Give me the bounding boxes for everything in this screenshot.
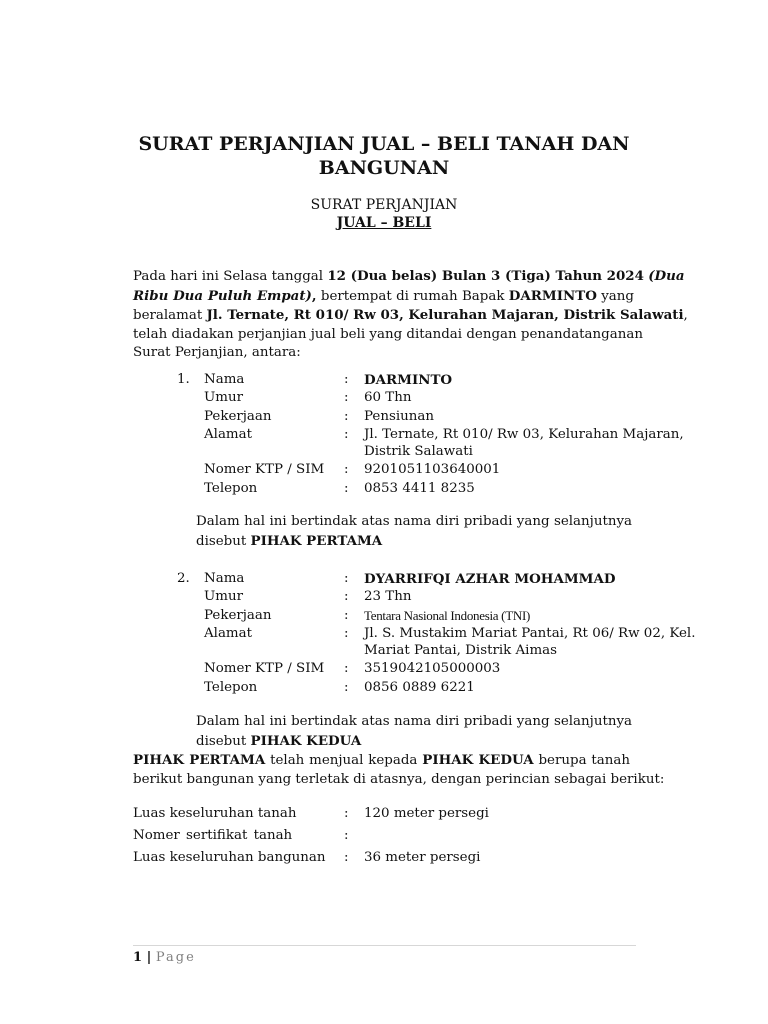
intro-line-5: Surat Perjanjian, antara: xyxy=(133,345,301,360)
party2-value-alamat-line2: Mariat Pantai, Distrik Aimas xyxy=(364,643,558,658)
party1-value-alamat-line2: Distrik Salawati xyxy=(364,444,473,459)
page-separator: | xyxy=(142,950,156,965)
sale-line-2: berikut bangunan yang terletak di atasnya, dengan perincian sebagai berikut: xyxy=(133,771,665,787)
document-subtitle-underlined: JUAL – BELI xyxy=(336,215,432,231)
page-footer xyxy=(133,949,196,967)
intro-line-3: beralamat Jl. Ternate, Rt 010/ Rw 03, Kelurahan Majaran, Distrik Salawati, xyxy=(133,307,688,323)
intro-paragraph xyxy=(133,267,688,363)
party1-number: 1. xyxy=(177,372,190,387)
document-subtitle-line1: SURAT PERJANJIAN xyxy=(310,197,458,213)
party2-value-ktp: 3519042105000003 xyxy=(364,661,501,676)
detail-label-sertifikat: Nomer sertifikat tanah xyxy=(133,828,293,843)
footer-divider xyxy=(133,945,636,946)
party2-label-ktp: Nomer KTP / SIM xyxy=(204,661,325,676)
party2-statement-line1: Dalam hal ini bertindak atas nama diri pribadi yang selanjutnya xyxy=(196,714,632,729)
party1-label-telepon: Telepon xyxy=(204,481,258,496)
intro-line-2: Ribu Dua Puluh Empat), bertempat di rumah Bapak DARMINTO yang xyxy=(133,287,634,304)
party2-label-umur: Umur xyxy=(204,589,244,604)
party1-label-ktp: Nomer KTP / SIM xyxy=(204,462,325,477)
sale-paragraph xyxy=(133,751,665,789)
party2-statement xyxy=(196,713,632,751)
document-title-line2: BANGUNAN xyxy=(318,157,450,179)
party1-statement xyxy=(196,513,632,551)
intro-line-4: telah diadakan perjanjian jual beli yang ditandai dengan penandatanganan xyxy=(133,326,643,342)
detail-value-luas-bangunan: 36 meter persegi xyxy=(364,850,481,865)
page-word: Page xyxy=(155,950,196,965)
party2-colon-ktp: : xyxy=(344,661,349,676)
party2-statement-line2: disebut PIHAK KEDUA xyxy=(196,732,362,749)
party1-designation: PIHAK PERTAMA xyxy=(250,532,383,549)
party2-label-alamat: Alamat xyxy=(204,626,252,641)
document-subtitle-line2 xyxy=(0,214,768,232)
page-number: 1 xyxy=(133,950,143,965)
party2-value-nama: DYARRIFQI AZHAR MOHAMMAD xyxy=(364,571,616,587)
party1-statement-line1: Dalam hal ini bertindak atas nama diri pribadi yang selanjutnya xyxy=(196,514,632,529)
party2-label-telepon: Telepon xyxy=(204,680,258,695)
party1-label-umur: Umur xyxy=(204,390,244,405)
party1-colon-umur: : xyxy=(344,390,349,405)
party2-number: 2. xyxy=(177,571,190,586)
party1-value-nama: DARMINTO xyxy=(364,372,453,388)
party1-label-nama: Nama xyxy=(204,372,245,387)
party2-value-pekerjaan: Tentara Nasional Indonesia (TNI) xyxy=(364,608,531,623)
party2-label-nama: Nama xyxy=(204,571,245,586)
detail-label-luas-tanah: Luas keseluruhan tanah xyxy=(133,806,297,821)
detail-colon-luas-bangunan: : xyxy=(344,850,349,865)
party1-colon-ktp: : xyxy=(344,462,349,477)
party1-value-ktp: 9201051103640001 xyxy=(364,462,501,477)
detail-colon-sertifikat: : xyxy=(344,828,349,843)
party1-value-telepon: 0853 4411 8235 xyxy=(364,481,475,496)
party1-statement-line2: disebut PIHAK PERTAMA xyxy=(196,532,383,549)
detail-colon-luas-tanah: : xyxy=(344,806,349,821)
party2-colon-telepon: : xyxy=(344,680,349,695)
party2-value-alamat-line1: Jl. S. Mustakim Mariat Pantai, Rt 06/ Rw 02, Kel. xyxy=(364,626,696,641)
party1-value-pekerjaan: Pensiunan xyxy=(364,409,434,424)
party2-designation: PIHAK KEDUA xyxy=(250,732,362,749)
party2-colon-nama: : xyxy=(344,571,349,586)
party1-label-alamat: Alamat xyxy=(204,427,252,442)
detail-value-luas-tanah: 120 meter persegi xyxy=(364,806,489,821)
party1-label-pekerjaan: Pekerjaan xyxy=(204,409,272,424)
party2-colon-alamat: : xyxy=(344,626,349,641)
party2-value-telepon: 0856 0889 6221 xyxy=(364,680,475,695)
party1-colon-nama: : xyxy=(344,372,349,387)
document-title-line1: SURAT PERJANJIAN JUAL – BELI TANAH DAN xyxy=(138,133,630,155)
party1-colon-telepon: : xyxy=(344,481,349,496)
party2-label-pekerjaan: Pekerjaan xyxy=(204,608,272,623)
party1-value-alamat-line1: Jl. Ternate, Rt 010/ Rw 03, Kelurahan Majaran, xyxy=(364,427,684,442)
detail-label-luas-bangunan: Luas keseluruhan bangunan xyxy=(133,850,326,865)
party1-value-umur: 60 Thn xyxy=(364,390,412,405)
party2-colon-pekerjaan: : xyxy=(344,608,349,623)
sale-line-1: PIHAK PERTAMA telah menjual kepada PIHAK KEDUA berupa tanah xyxy=(133,752,630,768)
party1-colon-pekerjaan: : xyxy=(344,409,349,424)
party1-colon-alamat: : xyxy=(344,427,349,442)
party2-value-umur: 23 Thn xyxy=(364,589,412,604)
intro-line-1: Pada hari ini Selasa tanggal 12 (Dua belas) Bulan 3 (Tiga) Tahun 2024 (Dua xyxy=(133,268,685,284)
party2-colon-umur: : xyxy=(344,589,349,604)
